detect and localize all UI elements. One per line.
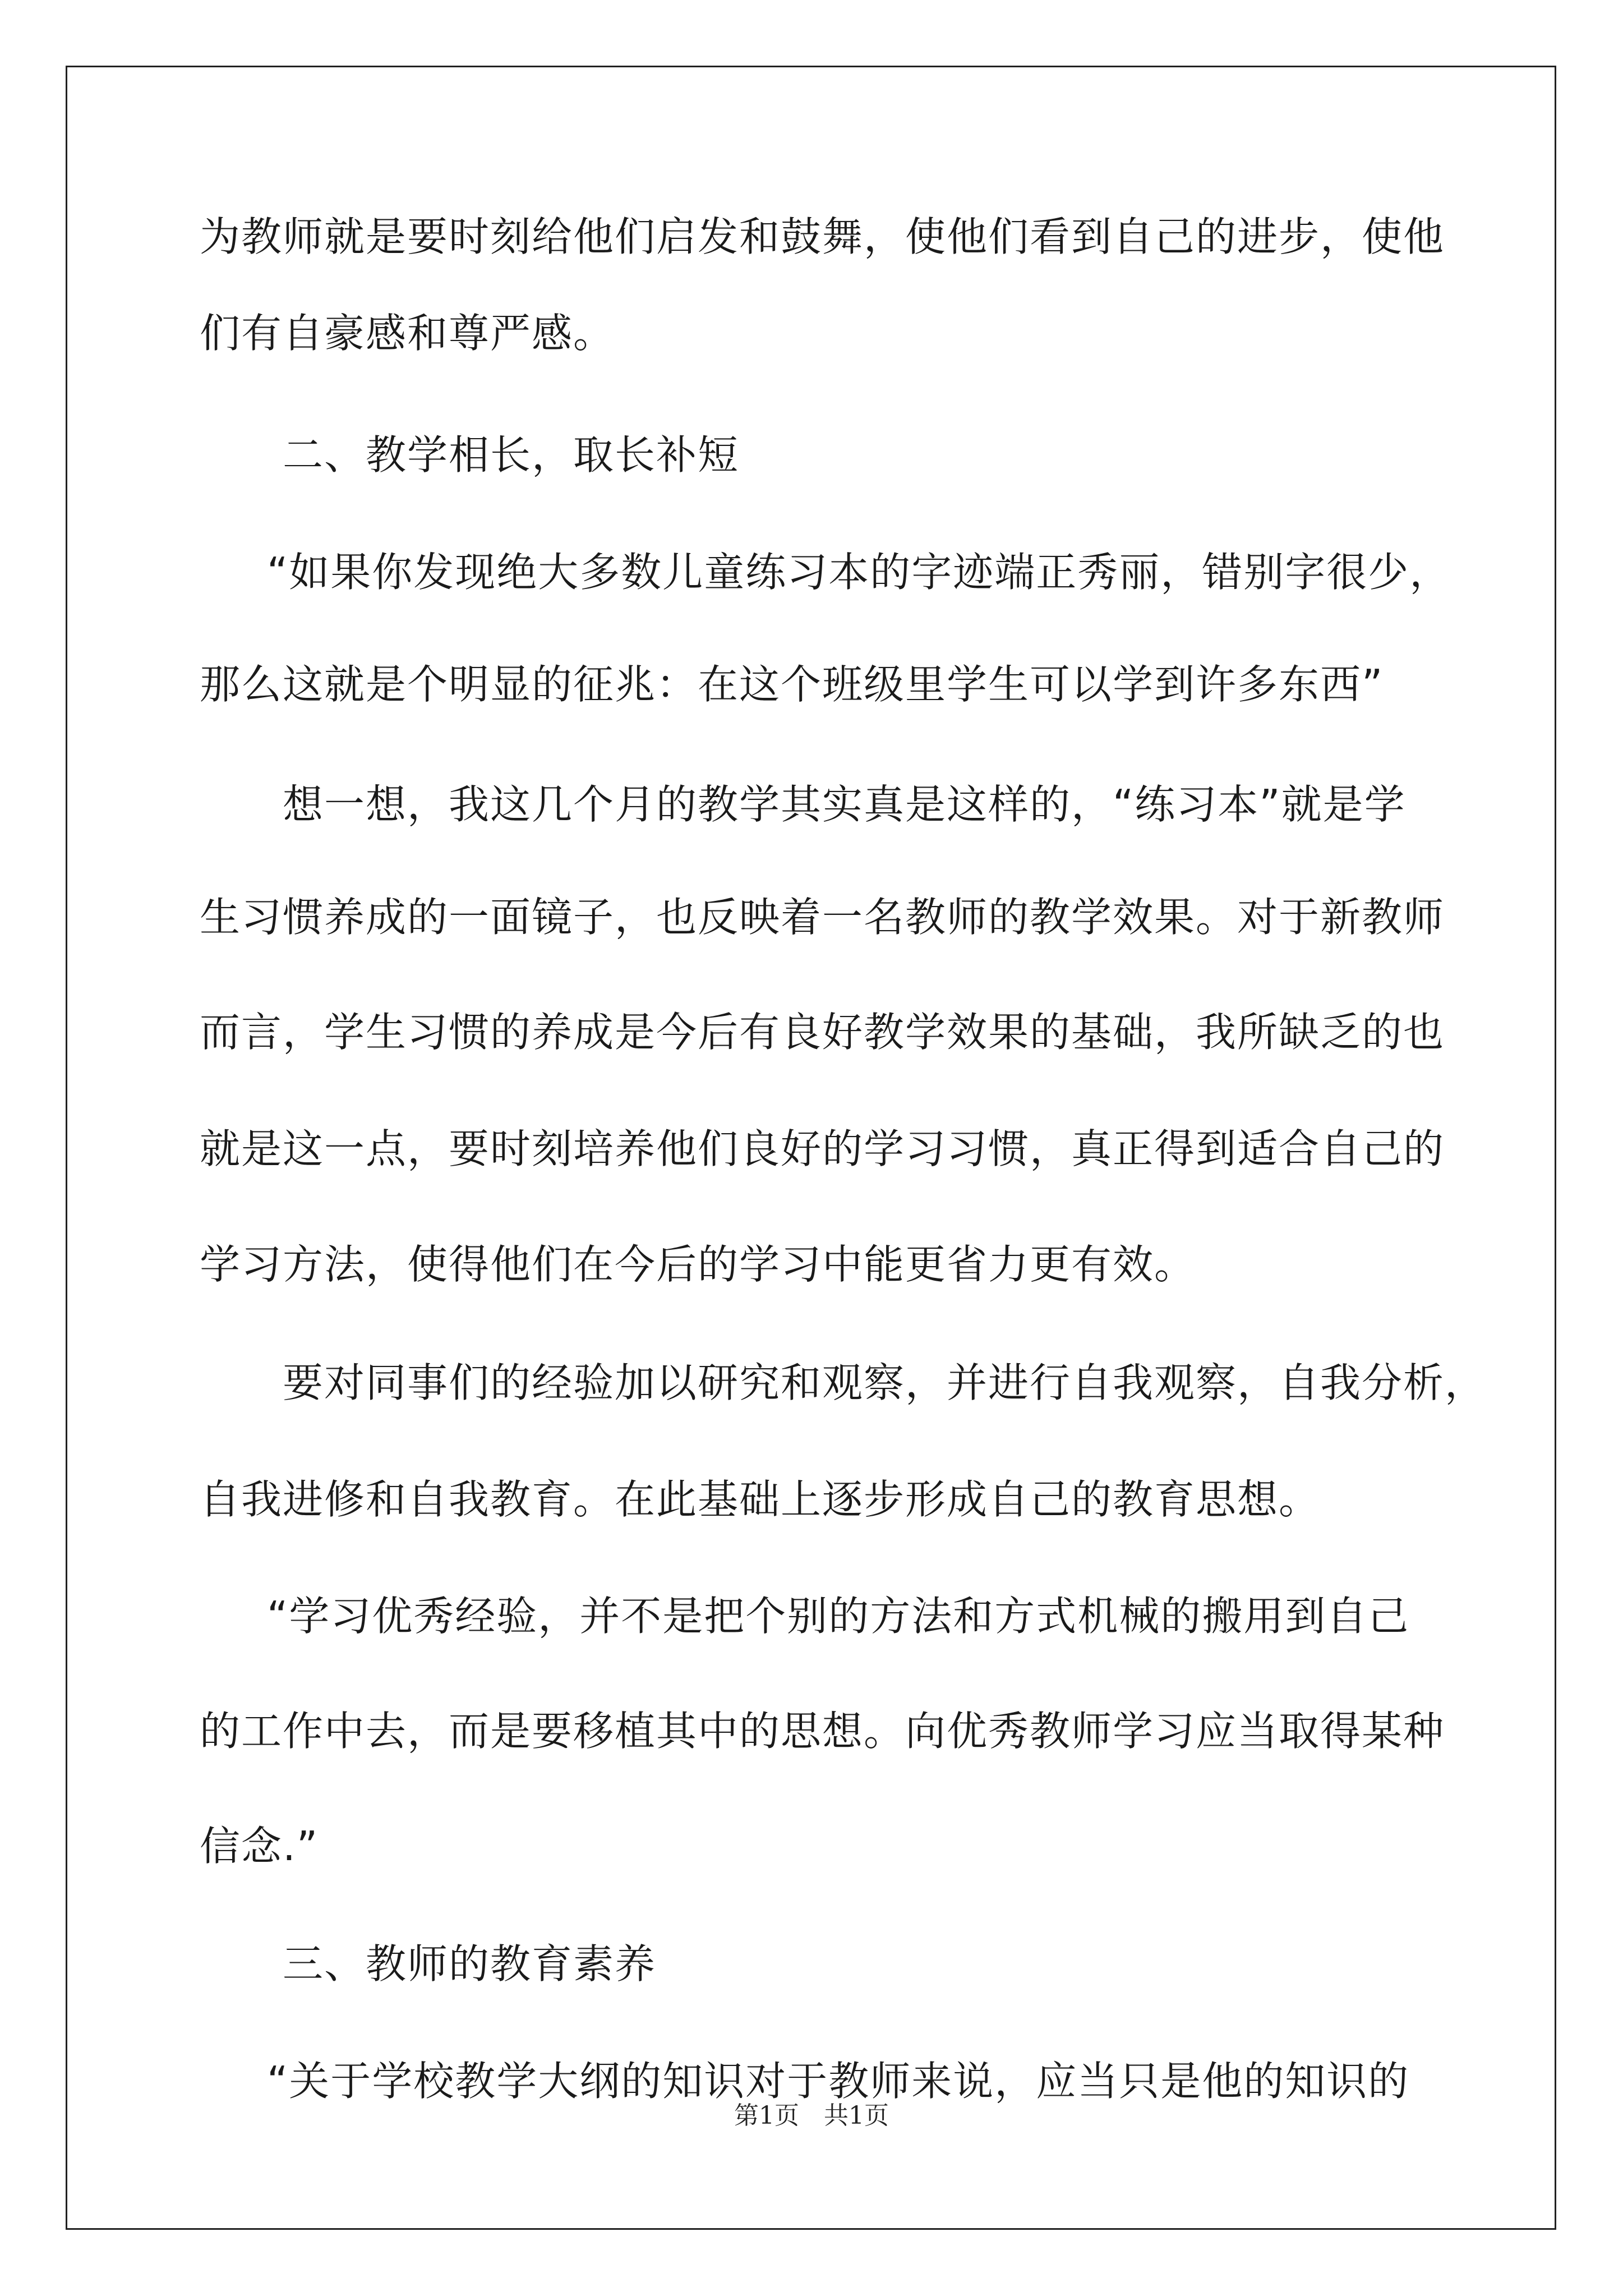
text-line: 生习惯养成的一面镜子，也反映着一名教师的教学效果。对于新教师 — [200, 894, 1445, 941]
text-line: 们有自豪感和尊严感。 — [200, 310, 615, 357]
section-heading: 二、教学相长，取长补短 — [283, 431, 740, 478]
text-line: “如果你发现绝大多数儿童练习本的字迹端正秀丽，错别字很少， — [267, 549, 1451, 596]
text-line: 就是这一点，要时刻培养他们良好的学习习惯，真正得到适合自己的 — [200, 1125, 1445, 1172]
text-line: 要对同事们的经验加以研究和观察，并进行自我观察，自我分析， — [283, 1359, 1487, 1406]
page-number: 第1页 共1页 — [734, 2101, 889, 2130]
text-line: 的工作中去，而是要移植其中的思想。向优秀教师学习应当取得某种 — [200, 1708, 1445, 1755]
text-line: 信念.” — [200, 1823, 319, 1870]
text-line: 学习方法，使得他们在今后的学习中能更省力更有效。 — [200, 1241, 1196, 1288]
text-line: 而言，学生习惯的养成是今后有良好教学效果的基础，我所缺乏的也 — [200, 1009, 1445, 1056]
text-line: 自我进修和自我教育。在此基础上逐步形成自己的教育思想。 — [200, 1476, 1321, 1523]
text-line: “关于学校教学大纲的知识对于教师来说，应当只是他的知识的 — [267, 2058, 1410, 2105]
section-heading: 三、教师的教育素养 — [283, 1940, 657, 1987]
text-line: 那么这就是个明显的征兆：在这个班级里学生可以学到许多东西” — [200, 661, 1384, 708]
text-line: “学习优秀经验，并不是把个别的方法和方式机械的搬用到自己 — [267, 1593, 1410, 1640]
text-line: 为教师就是要时刻给他们启发和鼓舞，使他们看到自己的进步，使他 — [200, 213, 1445, 260]
text-line: 想一想，我这几个月的教学其实真是这样的，“练习本”就是学 — [283, 781, 1406, 828]
